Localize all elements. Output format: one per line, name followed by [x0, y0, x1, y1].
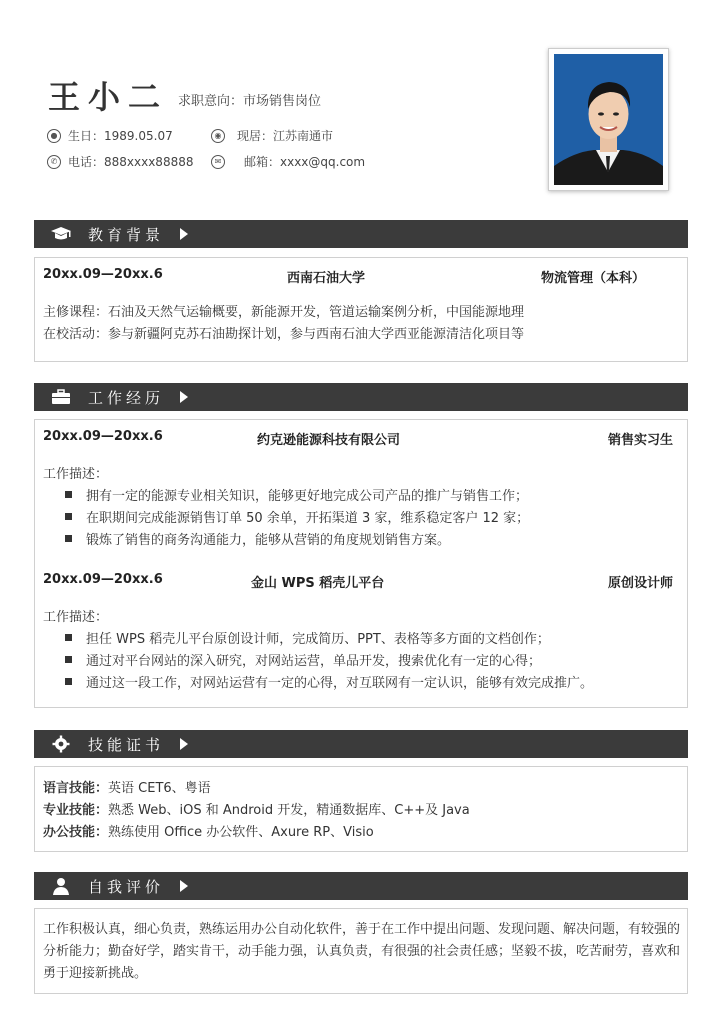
- work-role: 原创设计师: [607, 576, 673, 591]
- list-item: 锻炼了销售的商务沟通能力，能够从营销的角度规划销售方案。: [65, 529, 450, 548]
- list-item: 担任 WPS 稻壳儿平台原创设计师，完成简历、PPT、表格等多方面的文档创作；: [65, 628, 550, 647]
- work-header: [34, 383, 688, 411]
- skill-language: 语言技能：英语 CET6、粤语: [43, 781, 211, 796]
- location-icon: ◉: [211, 129, 225, 143]
- birth-text: 生日：1989.05.07: [68, 129, 173, 143]
- work-company: 金山 WPS 稻壳儿平台: [251, 576, 385, 591]
- skills-header: [34, 730, 688, 758]
- person-icon: [34, 877, 88, 895]
- email-text: 邮箱：xxxx@qq.com: [244, 155, 366, 169]
- skills-box: [34, 766, 688, 852]
- phone-info: [47, 153, 194, 170]
- work-company: 约克逊能源科技有限公司: [257, 433, 401, 448]
- work-period: 20xx.09—20xx.6: [43, 429, 163, 444]
- phone-text: 电话：888xxxx88888: [68, 155, 194, 169]
- self-eval-box: [34, 908, 688, 994]
- education-row: [43, 267, 673, 286]
- education-courses: 主修课程：石油及天然气运输概要，新能源开发，管道运输案例分析，中国能源地理: [43, 305, 525, 320]
- education-school: 西南石油大学: [287, 271, 366, 286]
- residence-info: [211, 127, 333, 144]
- self-eval-header: [34, 872, 688, 900]
- work-desc-label: 工作描述：: [43, 610, 109, 625]
- skill-office: 办公技能：熟练使用 Office 办公软件、Axure RP、Visio: [43, 825, 374, 840]
- work-role: 销售实习生: [607, 433, 673, 448]
- work-title: 工作经历: [88, 388, 165, 407]
- arrow-right-icon: [180, 391, 188, 403]
- education-box: [34, 257, 688, 362]
- education-title: 教育背景: [88, 225, 165, 244]
- skill-professional: 专业技能：熟悉 Web、iOS 和 Android 开发，精通数据库、C++及 Java: [43, 803, 470, 818]
- resume-name: 王小二: [48, 78, 169, 116]
- work-box: [34, 419, 688, 708]
- education-period: 20xx.09—20xx.6: [43, 267, 163, 282]
- education-activities: 在校活动：参与新疆阿克苏石油勘探计划，参与西南石油大学西亚能源清洁化项目等: [43, 327, 525, 342]
- arrow-right-icon: [180, 738, 188, 750]
- list-item: 拥有一定的能源专业相关知识，能够更好地完成公司产品的推广与销售工作；: [65, 485, 528, 504]
- profile-photo: [548, 48, 669, 191]
- arrow-right-icon: [180, 880, 188, 892]
- education-header: [34, 220, 688, 248]
- work-period: 20xx.09—20xx.6: [43, 572, 163, 587]
- arrow-right-icon: [180, 228, 188, 240]
- email-info: [211, 153, 365, 170]
- work-row-1: [43, 429, 673, 448]
- self-eval-title: 自我评价: [88, 877, 165, 896]
- work-desc-label: 工作描述：: [43, 467, 109, 482]
- birthday-icon: ●: [47, 129, 61, 143]
- email-icon: ✉: [211, 155, 225, 169]
- education-major: 物流管理（本科）: [540, 271, 645, 286]
- briefcase-icon: [34, 389, 88, 405]
- residence-text: 现居：江苏南通市: [237, 129, 334, 143]
- birth-info: [47, 127, 173, 144]
- list-item: 在职期间完成能源销售订单 50 余单，开拓渠道 3 家，维系稳定客户 12 家；: [65, 507, 529, 526]
- self-eval-text: 工作积极认真，细心负责，熟练运用办公自动化软件，善于在工作中提出问题、发现问题、解决问题，有较强的分析能力；勤奋好学，踏实肯干，动手能力强，认真负责，有很强的社会责任感；坚毅不拔，吃苦耐劳，喜欢和勇于迎接新挑战。: [43, 922, 681, 981]
- work-row-2: [43, 572, 673, 591]
- job-intent: 求职意向：市场销售岗位: [178, 94, 322, 109]
- portrait-image: [554, 54, 663, 185]
- gear-icon: [34, 735, 88, 753]
- list-item: 通过这一段工作，对网站运营有一定的心得，对互联网有一定认识，能够有效完成推广。: [65, 672, 593, 691]
- graduation-cap-icon: [34, 226, 88, 242]
- skills-title: 技能证书: [88, 735, 165, 754]
- list-item: 通过对平台网站的深入研究，对网站运营，单品开发，搜索优化有一定的心得；: [65, 650, 541, 669]
- phone-icon: ✆: [47, 155, 61, 169]
